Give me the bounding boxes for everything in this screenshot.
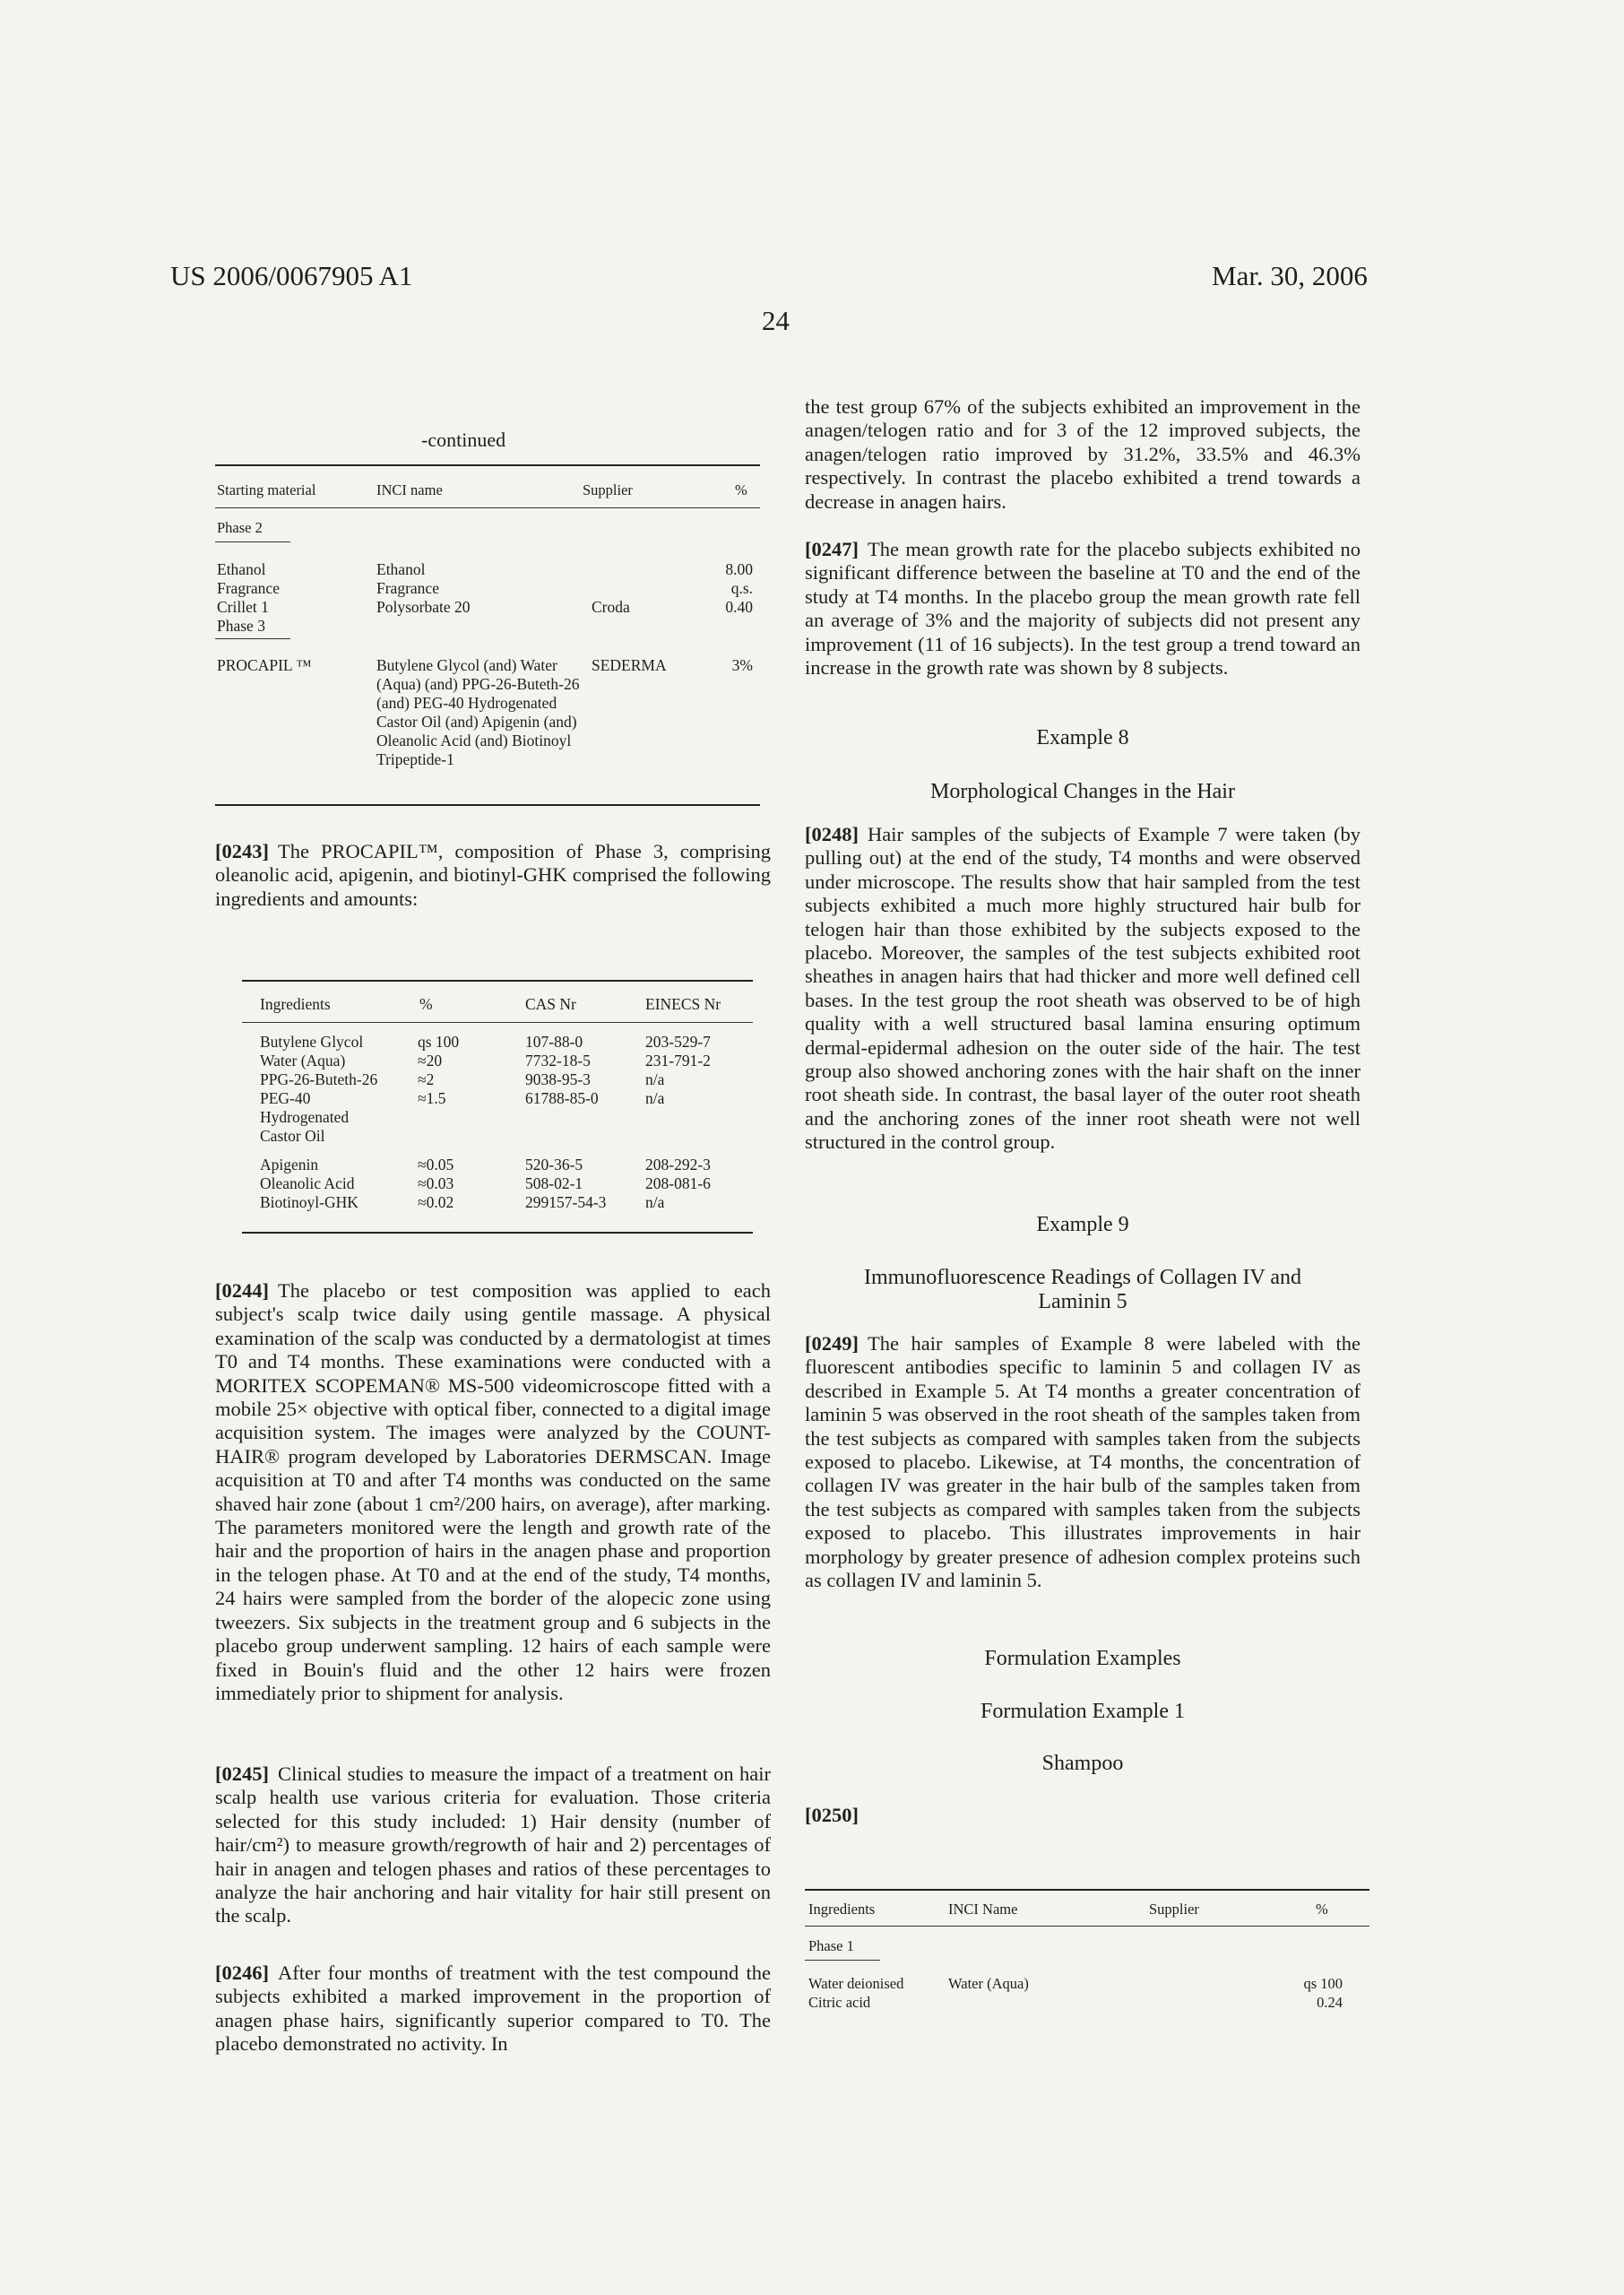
paragraph-continuation: the test group 67% of the subjects exhibited an improvement in the anagen/telogen ratio and for 3 of the 12 improved subjects, the anagen/telogen ratio improved by 31.2%, 33.5% and 46.3% respectively. In contrast the placebo exhibited a trend towards a decrease in anagen hairs. bbox=[805, 395, 1361, 513]
paragraph-text: Hair samples of the subjects of Example 7 were taken (by pulling out) at the end of the study, T4 months and were observed under microscope. The results show that hair sampled from the test subjects exhibited a much more highly structured hair bulb for telogen hair than those exhibited by the subjects exposed to the placebo. Moreover, the samples of the test subjects exhibited root sheathes in anagen hairs that had thicker and more well defined cell bases. In the test group the root sheath was observed to be of high quality with a well structured basal lamina ensuring optimum dermal-epidermal adhesion on the outer side of the hair. The test group also showed anchoring zones with the hair shaft on the inner root sheath side. In contrast, the basal layer of the outer root sheath and the anchoring zones of the inner root sheath were not well structured in the control group. bbox=[805, 823, 1361, 1154]
table-cell: 0.24 bbox=[1317, 1994, 1343, 2011]
paragraph-number: [0249] bbox=[805, 1332, 859, 1355]
table-cell: PROCAPIL ™ bbox=[217, 656, 312, 674]
table-cell: Water (Aqua) bbox=[260, 1052, 346, 1070]
column-header: Supplier bbox=[1149, 1901, 1199, 1918]
table-cell: ≈0.02 bbox=[418, 1193, 454, 1211]
table-cell: 0.40 bbox=[725, 598, 753, 616]
table-caption: -continued bbox=[421, 429, 506, 451]
table-rule bbox=[215, 804, 760, 806]
paragraph-0249 bbox=[805, 1332, 1361, 1592]
table-rule bbox=[805, 1926, 1369, 1927]
column-header: % bbox=[1316, 1901, 1328, 1918]
table-cell: ≈0.03 bbox=[418, 1174, 454, 1192]
table-rule bbox=[805, 1889, 1369, 1891]
table-cell: Citric acid bbox=[808, 1994, 871, 2011]
column-header: EINECS Nr bbox=[645, 995, 721, 1013]
paragraph-text: The hair samples of Example 8 were labeled with the fluorescent antibodies specific to laminin 5 and collagen IV as described in Example 5. At T4 months a greater concentration of laminin 5 was observed in the root sheath of the samples taken from the test subjects as compared with samples taken from the subjects exposed to placebo. Likewise, at T4 months, the concentration of collagen IV was greater in the hair bulb of the samples taken from the test subjects as compared with samples taken from the subjects exposed to placebo. This illustrates improvements in hair morphology by greater presence of adhesion complex proteins such as collagen IV and laminin 5. bbox=[805, 1332, 1361, 1592]
paragraph-number: [0243] bbox=[215, 840, 269, 862]
table-cell: n/a bbox=[645, 1089, 665, 1107]
paragraph-number: [0246] bbox=[215, 1962, 269, 1984]
phase-label: Phase 2 bbox=[217, 519, 263, 536]
table-cell: 7732-18-5 bbox=[525, 1052, 591, 1070]
table-cell: Biotinoyl-GHK bbox=[260, 1193, 358, 1211]
table-cell: Oleanolic Acid bbox=[260, 1174, 355, 1192]
table-cell: 9038-95-3 bbox=[525, 1070, 591, 1088]
paragraph-0246 bbox=[215, 1962, 771, 2057]
example-9-heading: Example 9 bbox=[1036, 1213, 1129, 1236]
table-cell: Ethanol bbox=[376, 560, 426, 578]
example-8-heading: Example 8 bbox=[1036, 726, 1129, 749]
column-header: Ingredients bbox=[260, 995, 331, 1013]
table-cell: Butylene Glycol (and) Water (Aqua) (and) PPG-26-Buteth-26 (and) PEG-40 Hydrogenated Castor Oil (and) Apigenin (and) Oleanolic Acid (and) Biotinoyl Tripeptide-1 bbox=[376, 656, 580, 768]
example-9-subheading bbox=[805, 1266, 1361, 1314]
table-cell: ≈2 bbox=[418, 1070, 435, 1088]
table-rule bbox=[242, 1232, 753, 1234]
table-cell: Butylene Glycol bbox=[260, 1033, 364, 1051]
paragraph-text: The PROCAPIL™, composition of Phase 3, comprising oleanolic acid, apigenin, and biotinyl-GHK comprised the following ingredients and amounts: bbox=[215, 840, 771, 910]
subheading-line: Laminin 5 bbox=[1038, 1290, 1127, 1313]
table-cell: Water (Aqua) bbox=[948, 1975, 1029, 1992]
paragraph-0244 bbox=[215, 1279, 771, 1705]
paragraph-number: [0244] bbox=[215, 1279, 269, 1302]
table-cell: n/a bbox=[645, 1070, 665, 1088]
paragraph-text: After four months of treatment with the test compound the subjects exhibited a marked improvement in the proportion of anagen phase hairs, significantly superior compared to T0. The placebo demonstrated no activity. In bbox=[215, 1962, 771, 2056]
table-cell: Apigenin bbox=[260, 1156, 319, 1173]
table-rule bbox=[215, 507, 760, 508]
table-cell: qs 100 bbox=[418, 1033, 460, 1051]
table-cell: ≈20 bbox=[418, 1052, 443, 1070]
table-cell: Fragrance bbox=[376, 579, 439, 597]
table-cell: 203-529-7 bbox=[645, 1033, 711, 1051]
publication-date: Mar. 30, 2006 bbox=[1212, 260, 1368, 291]
paragraph-number: [0248] bbox=[805, 823, 859, 845]
column-header: % bbox=[419, 995, 433, 1013]
table-cell: Croda bbox=[592, 598, 630, 616]
phase-underline bbox=[805, 1960, 880, 1961]
phase-label: Phase 1 bbox=[808, 1937, 854, 1954]
column-header: CAS Nr bbox=[525, 995, 576, 1013]
table-cell: Fragrance bbox=[217, 579, 280, 597]
paragraph-number-0250: [0250] bbox=[805, 1804, 859, 1826]
table-cell: SEDERMA bbox=[592, 656, 667, 674]
phase-underline bbox=[215, 541, 290, 542]
table-rule bbox=[242, 980, 753, 982]
column-header: Supplier bbox=[583, 481, 633, 498]
column-header: Starting material bbox=[217, 481, 316, 498]
formulation-heading: Formulation Examples bbox=[984, 1647, 1181, 1670]
table-cell: ≈1.5 bbox=[418, 1089, 446, 1107]
column-header: INCI Name bbox=[948, 1901, 1018, 1918]
paragraph-number: [0247] bbox=[805, 538, 859, 560]
table-cell: 520-36-5 bbox=[525, 1156, 583, 1173]
table-cell: Water deionised bbox=[808, 1975, 904, 1992]
paragraph-0248 bbox=[805, 823, 1361, 1155]
table-cell: 208-292-3 bbox=[645, 1156, 711, 1173]
subheading-line: Immunofluorescence Readings of Collagen IV and bbox=[863, 1266, 1302, 1289]
paragraph-text: Clinical studies to measure the impact of a treatment on hair scalp health use various criteria for evaluation. Those criteria selected for this study included: 1) Hair density (number of hair/cm²) to measure growth/regrowth of hair and 2) percentages of hair in anagen and telogen phases and ratios of these percentages to analyze the hair anchoring and hair vitality for hair still present on the scalp. bbox=[215, 1762, 771, 1927]
example-8-subheading: Morphological Changes in the Hair bbox=[930, 780, 1235, 803]
publication-number: US 2006/0067905 A1 bbox=[170, 260, 413, 291]
paragraph-0245 bbox=[215, 1762, 771, 1928]
page-number: 24 bbox=[762, 305, 790, 336]
paragraph-text: The mean growth rate for the placebo subjects exhibited no significant difference between the baseline at T0 and the end of the study at T4 months. In the placebo group the mean growth rate fell an average of 3% and the majority of subjects did not present any improvement (11 of 16 subjects). In the test group a trend toward an increase in the growth rate was shown by 8 subjects. bbox=[805, 538, 1361, 680]
table-cell: 3% bbox=[731, 656, 753, 674]
table-cell: qs 100 bbox=[1303, 1975, 1343, 1992]
paragraph-0243 bbox=[215, 840, 771, 911]
table-cell: Crillet 1 bbox=[217, 598, 269, 616]
phase-label: Phase 3 bbox=[217, 617, 265, 635]
table-cell: PEG-40 Hydrogenated Castor Oil bbox=[260, 1089, 350, 1145]
paragraph-0247 bbox=[805, 538, 1361, 680]
table-rule bbox=[215, 464, 760, 466]
table-rule bbox=[242, 1022, 753, 1023]
column-header: % bbox=[735, 481, 747, 498]
column-header: INCI name bbox=[376, 481, 443, 498]
table-cell: Ethanol bbox=[217, 560, 266, 578]
column-header: Ingredients bbox=[808, 1901, 876, 1918]
paragraph-text: The placebo or test composition was applied to each subject's scalp twice daily using gentile massage. A physical examination of the scalp was conducted by a dermatologist at times T0 and T4 months. These examinations were conducted with a MORITEX SCOPEMAN® MS-500 videomicroscope fitted with a mobile 25× objective with optical fiber, connected to a digital image acquisition system. The images were analyzed by the COUNT-HAIR® program developed by Laboratories DERMSCAN. Image acquisition at T0 and after T4 months was conducted on the same shaved hair zone (about 1 cm²/200 hairs, on average), after marking. The parameters monitored were the length and growth rate of the hair and the proportion of hairs in the anagen phase and proportion in the telogen phase. At T0 and at the end of the study, T4 months, 24 hairs were sampled from the border of the alopecic zone using tweezers. Six subjects in the treatment group and 6 subjects in the placebo group underwent sampling. 12 hairs of each sample were fixed in Bouin's fluid and the other 12 hairs were frozen immediately prior to shipment for analysis. bbox=[215, 1279, 771, 1704]
table-cell: Polysorbate 20 bbox=[376, 598, 471, 616]
formulation-example-heading: Formulation Example 1 bbox=[980, 1700, 1185, 1723]
table-cell: 299157-54-3 bbox=[525, 1193, 607, 1211]
table-cell: q.s. bbox=[730, 579, 753, 597]
paragraph-number: [0245] bbox=[215, 1762, 269, 1785]
table-cell: n/a bbox=[645, 1193, 665, 1211]
table-cell: 231-791-2 bbox=[645, 1052, 711, 1070]
table-cell: 107-88-0 bbox=[525, 1033, 583, 1051]
formulation-product-heading: Shampoo bbox=[1041, 1752, 1124, 1775]
table-cell: 508-02-1 bbox=[525, 1174, 583, 1192]
table-cell: ≈0.05 bbox=[418, 1156, 454, 1173]
table-cell: 208-081-6 bbox=[645, 1174, 711, 1192]
table-cell: PPG-26-Buteth-26 bbox=[260, 1070, 378, 1088]
table-cell: 8.00 bbox=[725, 560, 753, 578]
phase-underline bbox=[215, 638, 290, 639]
table-cell: 61788-85-0 bbox=[525, 1089, 599, 1107]
